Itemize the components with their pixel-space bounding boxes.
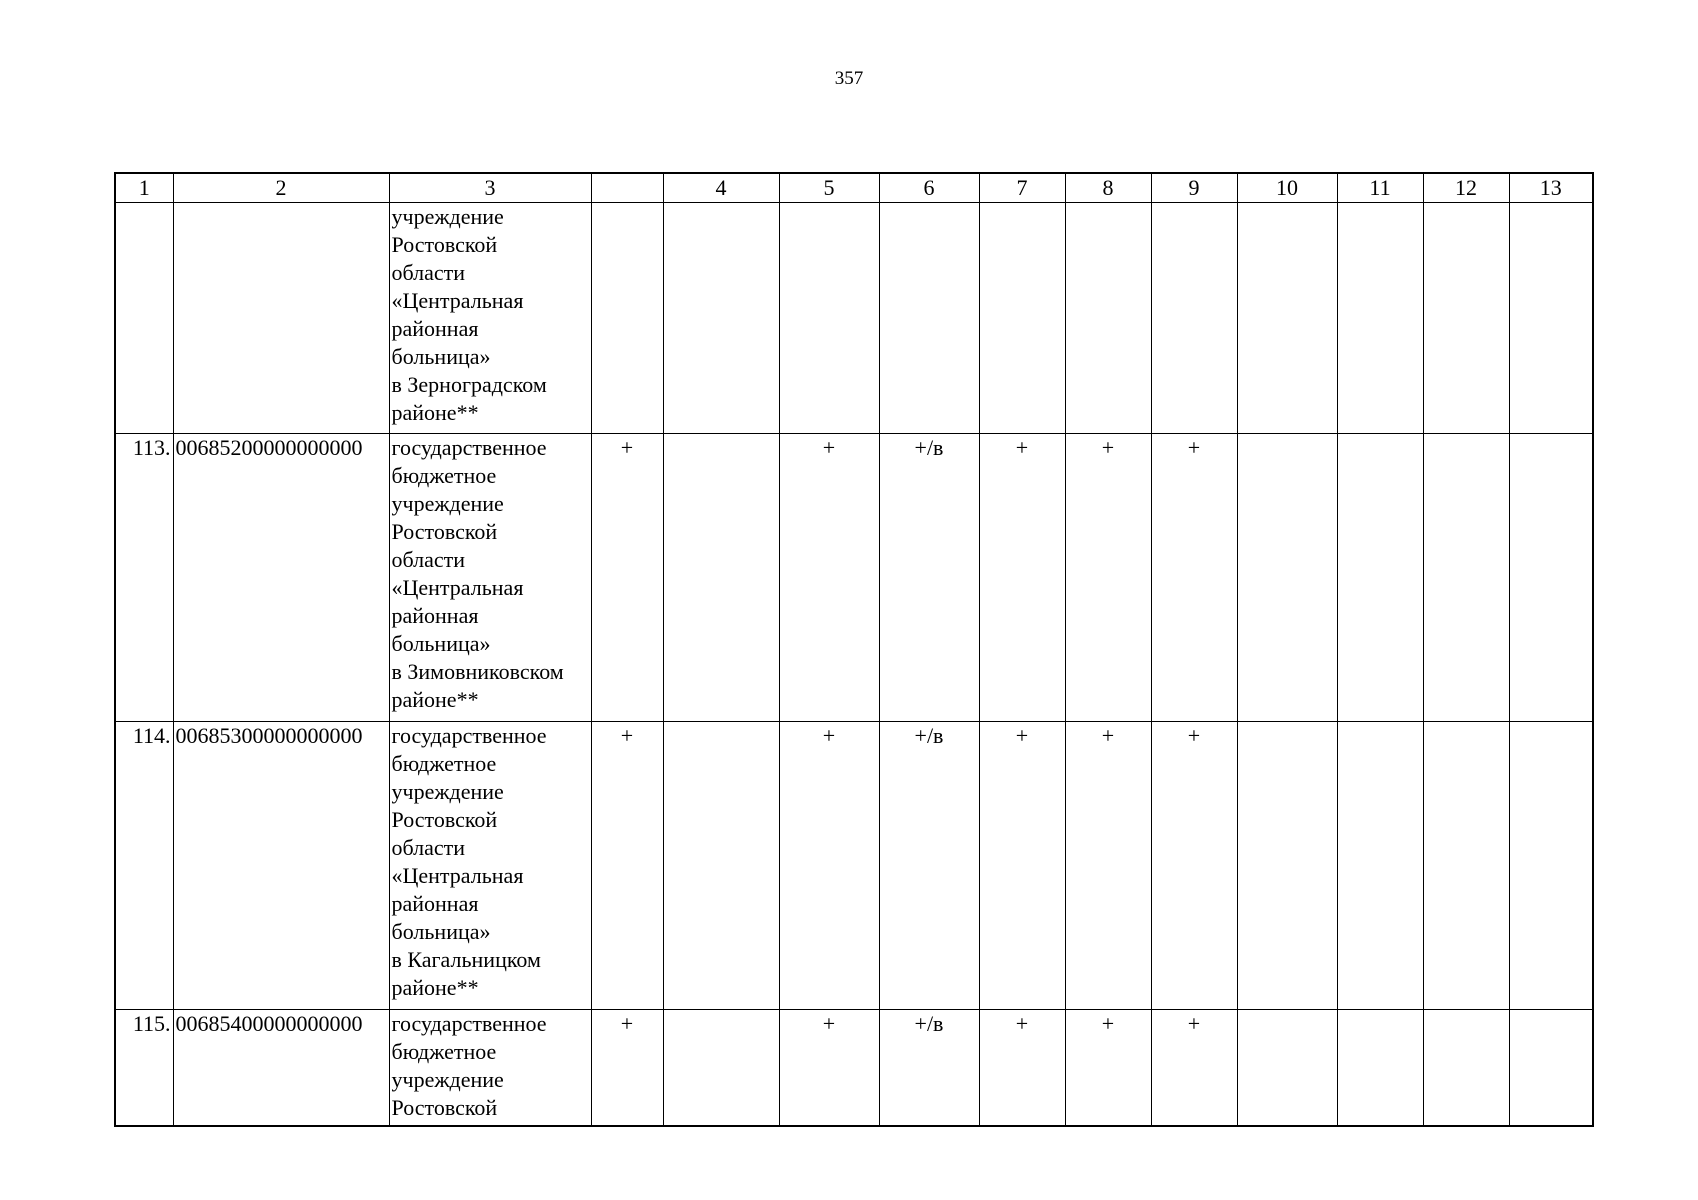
mark-cell-col-6	[879, 203, 979, 434]
organization-code: 00685200000000000	[173, 434, 389, 722]
column-header-11: 11	[1337, 173, 1423, 203]
organization-name-line: области	[391, 835, 466, 860]
row-number	[115, 203, 173, 434]
column-header-0: 1	[115, 173, 173, 203]
mark-cell-col-4	[663, 203, 779, 434]
organization-name-line: бюджетное	[391, 1039, 497, 1064]
organization-name-line: учреждение	[391, 491, 504, 516]
organization-name-line: больница»	[391, 631, 491, 656]
column-header-8: 8	[1065, 173, 1151, 203]
organization-name-line: районе**	[391, 975, 479, 1000]
organization-name-line: районная	[391, 603, 479, 628]
organization-name	[389, 1010, 591, 1126]
mark-cell-col-4	[663, 434, 779, 722]
organization-name-line: государственное	[391, 435, 547, 460]
mark-cell-col-9	[1151, 203, 1237, 434]
row-number: 115.	[115, 1010, 173, 1126]
row-number: 114.	[115, 722, 173, 1010]
column-header-10: 10	[1237, 173, 1337, 203]
mark-cell-col-6: +/в	[879, 434, 979, 722]
mark-cell-col-13	[1509, 203, 1593, 434]
organization-name-line: районная	[391, 316, 479, 341]
mark-cell-col-5	[779, 203, 879, 434]
mark-cell-col-4	[663, 1010, 779, 1126]
column-header-6: 6	[879, 173, 979, 203]
organization-name-line: учреждение	[391, 1067, 504, 1092]
mark-cell-col-10	[1237, 722, 1337, 1010]
organization-name-line: бюджетное	[391, 751, 497, 776]
organization-name-line: районе**	[391, 687, 479, 712]
mark-cell-col-11	[1337, 203, 1423, 434]
organization-name	[389, 722, 591, 1010]
organization-name-line: учреждение	[391, 204, 504, 229]
organization-name-line: Ростовской	[391, 519, 498, 544]
table-row	[115, 203, 1593, 434]
column-header-1: 2	[173, 173, 389, 203]
organization-name-line: «Центральная	[391, 575, 524, 600]
row-number: 113.	[115, 434, 173, 722]
mark-cell-col-7	[979, 203, 1065, 434]
organization-name-line: больница»	[391, 344, 491, 369]
mark-cell-col-13	[1509, 722, 1593, 1010]
mark-cell-col-10	[1237, 1010, 1337, 1126]
column-header-9: 9	[1151, 173, 1237, 203]
mark-cell-col-5: +	[779, 722, 879, 1010]
organization-code: 00685400000000000	[173, 1010, 389, 1126]
organization-name-line: области	[391, 547, 466, 572]
organization-name	[389, 203, 591, 434]
mark-cell-col-8	[1065, 203, 1151, 434]
mark-cell-col-4	[663, 722, 779, 1010]
mark-cell-col-6: +/в	[879, 722, 979, 1010]
page-number: 357	[834, 68, 864, 89]
table-header	[115, 173, 1593, 203]
table-row	[115, 1010, 1593, 1126]
mark-cell-col-7: +	[979, 1010, 1065, 1126]
column-header-5: 5	[779, 173, 879, 203]
column-header-13: 13	[1509, 173, 1593, 203]
mark-cell-col-13	[1509, 434, 1593, 722]
column-header-7: 7	[979, 173, 1065, 203]
mark-cell-col-13	[1509, 1010, 1593, 1126]
table-row	[115, 722, 1593, 1010]
mark-cell-col-12	[1423, 1010, 1509, 1126]
mark-cell-col-8: +	[1065, 722, 1151, 1010]
mark-cell-col-10	[1237, 203, 1337, 434]
column-header-4: 4	[663, 173, 779, 203]
organization-name	[389, 434, 591, 722]
organization-name-line: районная	[391, 891, 479, 916]
mark-cell-col-9: +	[1151, 1010, 1237, 1126]
organization-name-line: «Центральная	[391, 863, 524, 888]
column-header-12: 12	[1423, 173, 1509, 203]
organization-name-line: Ростовской	[391, 1095, 498, 1120]
mark-cell-col-3: +	[591, 722, 663, 1010]
organization-name-line: больница»	[391, 919, 491, 944]
organization-name-line: бюджетное	[391, 463, 497, 488]
mark-cell-col-8: +	[1065, 434, 1151, 722]
header-row	[115, 173, 1593, 203]
organization-name-line: государственное	[391, 723, 547, 748]
mark-cell-col-12	[1423, 434, 1509, 722]
organization-name-line: в Зимовниковском	[391, 659, 564, 684]
organization-code	[173, 203, 389, 434]
mark-cell-col-9: +	[1151, 722, 1237, 1010]
organization-name-line: в Кагальницком	[391, 947, 541, 972]
mark-cell-col-8: +	[1065, 1010, 1151, 1126]
mark-cell-col-12	[1423, 203, 1509, 434]
organization-name-line: учреждение	[391, 779, 504, 804]
mark-cell-col-11	[1337, 722, 1423, 1010]
mark-cell-col-7: +	[979, 434, 1065, 722]
organization-name-line: Ростовской	[391, 232, 498, 257]
mark-cell-col-11	[1337, 434, 1423, 722]
column-header-2: 3	[389, 173, 591, 203]
mark-cell-col-10	[1237, 434, 1337, 722]
mark-cell-col-11	[1337, 1010, 1423, 1126]
registry-table	[114, 172, 1594, 1127]
organization-code: 00685300000000000	[173, 722, 389, 1010]
organization-name-line: районе**	[391, 400, 479, 425]
mark-cell-col-3	[591, 203, 663, 434]
mark-cell-col-9: +	[1151, 434, 1237, 722]
organization-name-line: «Центральная	[391, 288, 524, 313]
mark-cell-col-5: +	[779, 1010, 879, 1126]
table-body	[115, 203, 1593, 1126]
organization-name-line: Ростовской	[391, 807, 498, 832]
mark-cell-col-6: +/в	[879, 1010, 979, 1126]
mark-cell-col-12	[1423, 722, 1509, 1010]
table-row	[115, 434, 1593, 722]
mark-cell-col-3: +	[591, 434, 663, 722]
organization-name-line: в Зерноградском	[391, 372, 547, 397]
column-header-3	[591, 173, 663, 203]
mark-cell-col-7: +	[979, 722, 1065, 1010]
mark-cell-col-5: +	[779, 434, 879, 722]
organization-name-line: области	[391, 260, 466, 285]
mark-cell-col-3: +	[591, 1010, 663, 1126]
organization-name-line: государственное	[391, 1011, 547, 1036]
